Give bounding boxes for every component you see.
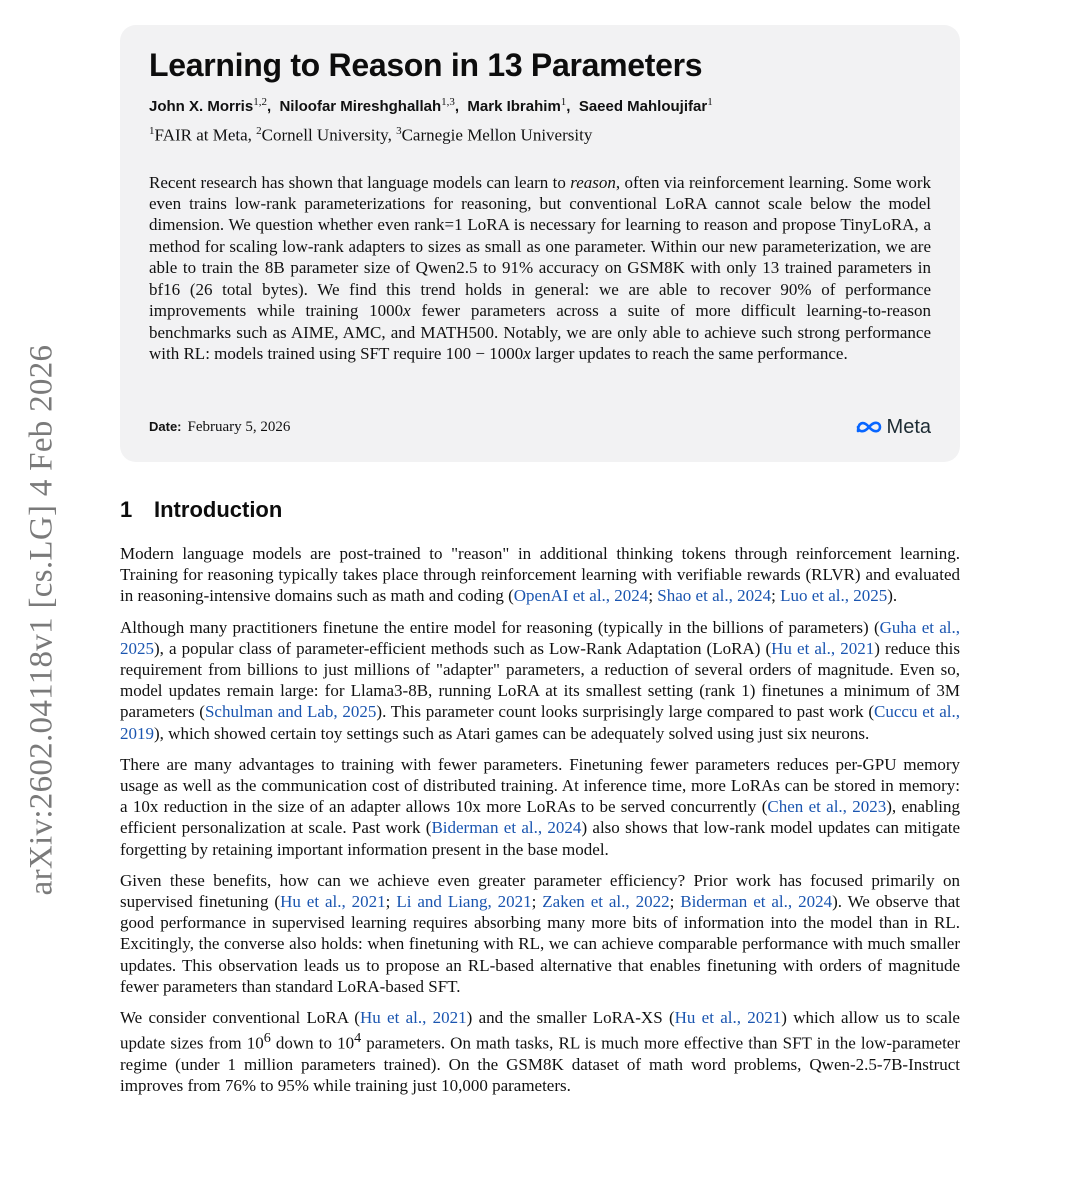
paragraph	[120, 870, 960, 997]
exponent: 6	[263, 1030, 271, 1047]
text: ) which allow us to scale update sizes from 10	[120, 1008, 960, 1053]
intro-body	[120, 543, 960, 1107]
text: down to 10	[270, 1033, 355, 1053]
citation-link[interactable]: Biderman et al., 2024	[431, 818, 582, 838]
citation-link[interactable]: Guha et al., 2025	[120, 617, 961, 658]
author-name: Saeed Mahloujifar	[578, 98, 708, 115]
paragraph	[120, 543, 960, 607]
abstract-emphasis: x	[523, 343, 531, 363]
text: ;	[669, 892, 681, 912]
section-number: 1	[120, 497, 133, 522]
citation-link[interactable]: Li and Liang, 2021	[396, 892, 532, 912]
arxiv-identifier: arXiv:2602.04118v1 [cs.LG] 4 Feb 2026	[23, 344, 60, 896]
text: ;	[648, 586, 658, 606]
author-name: Niloofar Mireshghallah	[279, 98, 442, 115]
citation-link[interactable]: OpenAI et al., 2024	[513, 586, 649, 606]
text: There are many advantages to training with fewer parameters. Finetuning fewer parameters reduces per-GPU memory usage as well as the communication cost of distributed training. At inference time, more LoRAs can be stored in memory: a 10x reduction in the size of an adapter allows 10x more LoRAs to be served concurrently (	[120, 754, 960, 817]
text: Given these benefits, how can we achieve even greater parameter efficiency? Prior work has focused primarily on supervised finetuning (	[120, 870, 960, 912]
citation-link[interactable]: Luo et al., 2025	[780, 586, 888, 606]
date-value: February 5, 2026	[187, 418, 291, 435]
text: ;	[771, 586, 781, 606]
abstract-text: fewer parameters across a suite of more difficult learning-to-reason benchmarks such as AIME, AMC, and MATH500. Notably, we are only able to achieve such strong performance with RL: models trained using SFT require 100 − 1000	[149, 301, 931, 363]
text: ) reduce this requirement from billions to just millions of "adapter" parameters, a reduction of several orders of magnitude. Even so, model updates remain large: for Llama3-8B, running LoRA at its smallest setting (rank 1) finetunes a minimum of 3M parameters (	[120, 638, 960, 722]
affil-sup: 1	[149, 125, 155, 137]
text: ).	[887, 586, 898, 606]
abstract-emphasis: x	[403, 301, 411, 321]
exponent: 4	[354, 1030, 362, 1047]
affil-sup: 2	[256, 125, 262, 137]
date-label: Date:	[149, 418, 182, 434]
meta-infinity-icon	[855, 419, 883, 435]
text: ), which showed certain toy settings such as Atari games can be adequately solved using just six neurons.	[154, 723, 870, 743]
citation-link[interactable]: Shao et al., 2024	[657, 586, 772, 606]
text: ;	[385, 892, 397, 912]
publication-date	[149, 419, 290, 436]
text: ) and the smaller LoRA-XS (	[466, 1008, 675, 1028]
citation-link[interactable]: Hu et al., 2021	[674, 1008, 782, 1028]
citation-link[interactable]: Hu et al., 2021	[280, 892, 386, 912]
paper-title: Learning to Reason in 13 Parameters	[149, 47, 703, 83]
text: ) also shows that low-rank model updates can mitigate forgetting by retaining important information present in the base model.	[120, 818, 961, 859]
citation-link[interactable]: Cuccu et al., 2019	[120, 702, 960, 743]
paragraph	[120, 1007, 960, 1096]
paragraph	[120, 617, 960, 744]
text: We consider conventional LoRA (	[120, 1008, 360, 1028]
citation-link[interactable]: Zaken et al., 2022	[542, 892, 670, 912]
citation-link[interactable]: Chen et al., 2023	[767, 797, 887, 817]
author-name: Mark Ibrahim	[467, 98, 561, 115]
author-affil-sup: 1	[707, 96, 713, 108]
text: Modern language models are post-trained to "reason" in additional thinking tokens through reinforcement learning. Training for reasoning typically takes place through reinforcement learning with verifiable rewards (RLVR) and evaluated in reasoning-intensive domains such as math and coding (	[120, 544, 960, 606]
meta-wordmark: Meta	[886, 415, 931, 438]
citation-link[interactable]: Hu et al., 2021	[771, 638, 875, 658]
section-title: Introduction	[154, 497, 283, 522]
affil-sup: 3	[396, 125, 402, 137]
abstract-emphasis: reason	[570, 172, 616, 192]
text: ). We observe that good performance in supervised learning requires absorbing many more bits of information into the model than in RL. Excitingly, the converse also holds: when finetuning with RL, we can achieve comparable performance with much smaller updates. This observation leads us to propose an RL-based alternative that enables finetuning with orders of magnitude fewer parameters than standard LoRA-based SFT.	[120, 892, 961, 996]
author-name: John X. Morris	[149, 98, 254, 115]
text: ). This parameter count looks surprisingly large compared to past work (	[376, 702, 875, 722]
affiliation: Cornell University	[261, 125, 388, 145]
arxiv-sidebar	[20, 315, 64, 925]
abstract-text: larger updates to reach the same performance.	[530, 343, 848, 363]
section-heading	[120, 497, 282, 523]
text: ), enabling efficient personalization at scale. Past work (	[120, 797, 961, 838]
author-affil-sup: 1,2	[253, 96, 267, 108]
author-list: John X. Morris$^{1,2}$, Niloofar Mireshghallah$^{1,3}$, Mark Ibrahim$^1$, Saeed Mahloujifar$^1$	[149, 96, 713, 115]
abstract-text: Recent research has shown that language models can learn to	[149, 172, 571, 192]
affiliation: Carnegie Mellon University	[401, 125, 593, 145]
author-affil-sup: 1	[560, 96, 567, 108]
text: Although many practitioners finetune the entire model for reasoning (typically in the billions of parameters) (	[120, 617, 880, 637]
paragraph	[120, 754, 960, 860]
meta-logo	[855, 416, 931, 439]
abstract	[149, 172, 931, 365]
affiliation: FAIR at Meta	[154, 125, 248, 145]
citation-link[interactable]: Biderman et al., 2024	[680, 892, 833, 912]
abstract-text: , often via reinforcement learning. Some work even trains low-rank parameterizations for reasoning, but conventional LoRA cannot scale below the model dimension. We question whether even rank=1 LoRA is necessary for learning to reason and propose TinyLoRA, a method for scaling low-rank adapters to sizes as small as one parameter. Within our new parameterization, we are able to train the 8B parameter size of Qwen2.5 to 91% accuracy on GSM8K with only 13 trained parameters in bf16 (26 total bytes). We find this trend holds in general: we are able to recover 90% of performance improvements while training 1000	[149, 172, 931, 321]
card-footer	[149, 415, 931, 439]
citation-link[interactable]: Hu et al., 2021	[359, 1008, 467, 1028]
text: ), a popular class of parameter-efficient methods such as Low-Rank Adaptation (LoRA) (	[154, 638, 772, 658]
citation-link[interactable]: Schulman and Lab, 2025	[204, 702, 377, 722]
text: parameters. On math tasks, RL is much more effective than SFT in the low-parameter regime (under 1 million parameters trained). On the GSM8K dataset of math word problems, Qwen-2.5-7B-Instruct improves from 76% to 95% while training just 10,000 parameters.	[120, 1033, 960, 1096]
author-affil-sup: 1,3	[441, 96, 455, 108]
title-card	[120, 25, 960, 462]
text: ;	[531, 892, 543, 912]
affiliations: $^1$FAIR at Meta, $^2$Cornell University, $^3$Carnegie Mellon University	[149, 125, 593, 145]
